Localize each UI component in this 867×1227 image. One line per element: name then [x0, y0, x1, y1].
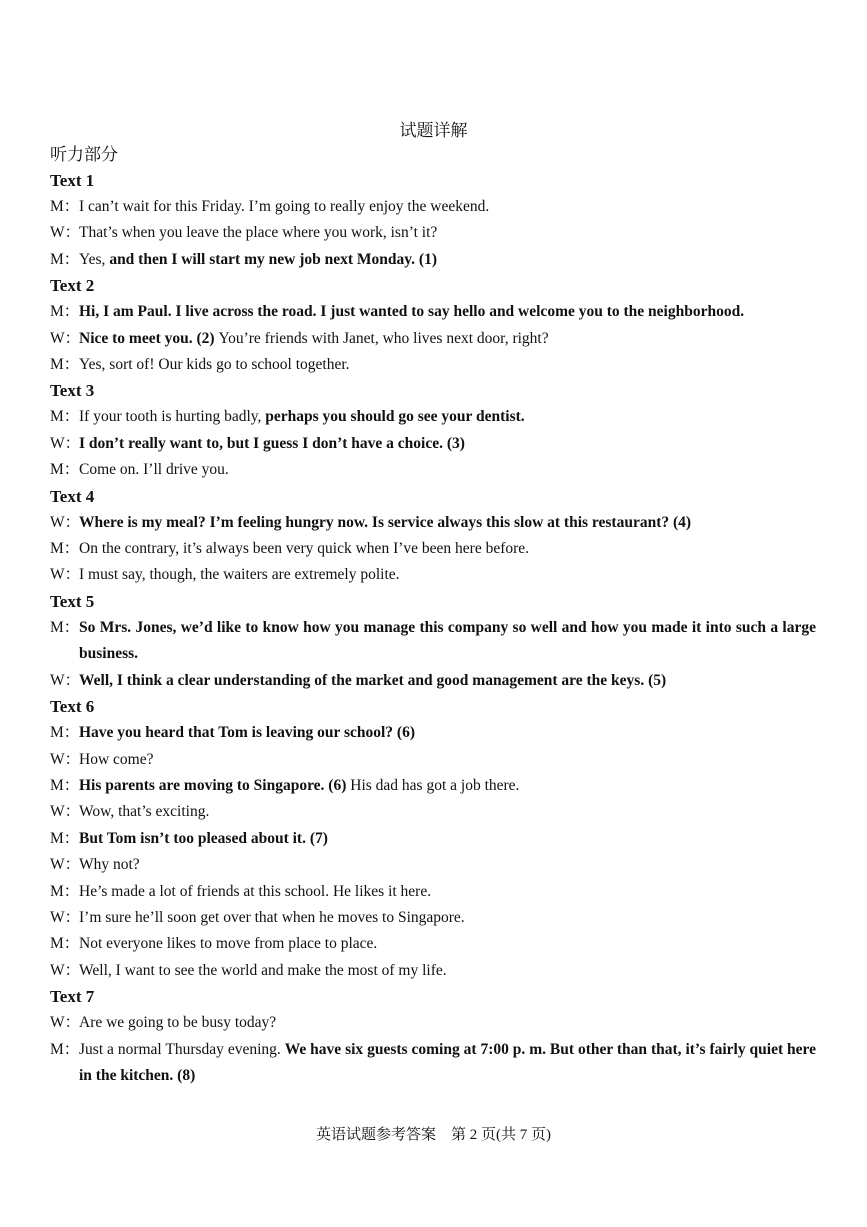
utterance	[79, 352, 816, 378]
dialogue-line	[50, 457, 816, 483]
speaker-label: W：	[50, 856, 81, 874]
utterance-text: Come on. I’ll drive you.	[79, 461, 229, 479]
speaker-label: M：	[50, 1040, 80, 1058]
utterance	[79, 747, 816, 773]
utterance	[79, 799, 816, 825]
utterance-text: He’s made a lot of friends at this school. He likes it here.	[79, 882, 432, 900]
speaker-label: M：	[50, 776, 80, 794]
utterance-text: His dad has got a job there.	[350, 776, 520, 794]
dialogue-line	[50, 773, 816, 799]
answer-key-text: Nice to meet you. (2)	[79, 329, 219, 347]
utterance-text: Well, I want to see the world and make the most of my life.	[79, 961, 447, 979]
utterance	[79, 720, 816, 746]
utterance	[79, 562, 816, 588]
answer-key-text: Hi, I am Paul. I live across the road. I just wanted to say hello and welcome you to the neighborhood.	[79, 303, 745, 321]
text-block	[50, 589, 816, 694]
answer-key-text: But Tom isn’t too pleased about it. (7)	[79, 829, 328, 847]
dialogue-line	[50, 326, 816, 352]
text-block	[50, 984, 816, 1089]
text-block	[50, 168, 816, 273]
text-block	[50, 484, 816, 589]
speaker-label: M：	[50, 935, 80, 953]
text-block	[50, 694, 816, 984]
speaker-label: W：	[50, 908, 81, 926]
utterance-text: Just a normal Thursday evening.	[79, 1040, 285, 1058]
utterance-text: I must say, though, the waiters are extremely polite.	[79, 566, 400, 584]
speaker-label: M：	[50, 829, 80, 847]
speaker-label: M：	[50, 618, 80, 636]
text-heading: Text 4	[50, 486, 95, 506]
text-heading: Text 6	[50, 697, 95, 717]
answer-key-text: I don’t really want to, but I guess I don’t have a choice. (3)	[79, 434, 465, 452]
speaker-label: W：	[50, 750, 81, 768]
dialogue-line	[50, 562, 816, 588]
speaker-label: W：	[50, 434, 81, 452]
utterance	[79, 852, 816, 878]
section-heading: 听力部分	[50, 145, 118, 164]
utterance-text: Not everyone likes to move from place to place.	[79, 935, 378, 953]
speaker-label: M：	[50, 303, 80, 321]
utterance	[79, 404, 816, 430]
speaker-label: M：	[50, 198, 80, 215]
page-title: 试题详解	[399, 121, 468, 140]
utterance	[79, 457, 816, 483]
speaker-label: M：	[50, 540, 80, 558]
answer-key-text: So Mrs. Jones, we’d like to know how you manage this company so well and how you made it into such a large business.	[79, 618, 816, 663]
utterance	[79, 1010, 816, 1036]
utterance-text: That’s when you leave the place where you work, isn’t it?	[79, 224, 438, 242]
utterance	[79, 931, 816, 957]
utterance	[79, 773, 816, 799]
speaker-label: W：	[50, 224, 81, 242]
utterance	[79, 879, 816, 905]
speaker-label: W：	[50, 513, 81, 531]
dialogue-line	[50, 668, 816, 694]
speaker-label: W：	[50, 961, 81, 979]
dialogue-line	[50, 931, 816, 957]
dialogue-line	[50, 799, 816, 825]
dialogue-line	[50, 720, 816, 746]
speaker-label: W：	[50, 1014, 81, 1032]
dialogue-line	[50, 747, 816, 773]
utterance	[79, 510, 816, 536]
text-block	[50, 378, 816, 483]
utterance-text: I’m sure he’ll soon get over that when he moves to Singapore.	[79, 908, 465, 926]
page-footer: 英语试题参考答案 第 2 页(共 7 页)	[316, 1127, 551, 1143]
speaker-label: M：	[50, 408, 80, 426]
answer-key-text: We have six guests coming at 7:00 p. m. But other than that, it’s fairly quiet here in the kitchen. (8)	[79, 1040, 817, 1084]
text-block	[50, 273, 816, 378]
transcript-content	[50, 142, 816, 1089]
utterance	[79, 668, 816, 694]
utterance-text: On the contrary, it’s always been very quick when I’ve been here before.	[79, 540, 530, 558]
dialogue-line	[50, 615, 816, 668]
answer-key-text: Have you heard that Tom is leaving our school? (6)	[79, 724, 416, 742]
utterance	[79, 958, 816, 984]
answer-key-text: His parents are moving to Singapore. (6)	[79, 776, 351, 794]
utterance	[79, 299, 816, 325]
answer-key-text: Where is my meal? I’m feeling hungry now. Is service always this slow at this restaurant? (4)	[79, 513, 692, 531]
dialogue-line	[50, 1037, 816, 1090]
utterance	[79, 431, 816, 457]
dialogue-line	[50, 1010, 816, 1036]
speaker-label: W：	[50, 566, 81, 584]
utterance-text: You’re friends with Janet, who lives next door, right?	[218, 329, 549, 347]
speaker-label: M：	[50, 724, 80, 742]
speaker-label: W：	[50, 671, 81, 689]
answer-key-text: and then I will start my new job next Monday. (1)	[109, 250, 437, 268]
utterance	[79, 326, 816, 352]
utterance	[79, 220, 816, 246]
utterance-text: Yes,	[79, 250, 110, 268]
dialogue-line	[50, 299, 816, 325]
speaker-label: M：	[50, 882, 80, 900]
dialogue-line	[50, 879, 816, 905]
answer-key-text: Well, I think a clear understanding of the market and good management are the keys. (5)	[79, 671, 667, 689]
dialogue-line	[50, 536, 816, 562]
dialogue-line	[50, 404, 816, 430]
speaker-label: M：	[50, 250, 80, 268]
speaker-label: W：	[50, 329, 81, 347]
utterance-text: Are we going to be busy today?	[79, 1014, 277, 1032]
utterance	[79, 536, 816, 562]
dialogue-line	[50, 431, 816, 457]
utterance-text: Why not?	[79, 856, 140, 874]
transcript-texts	[50, 168, 816, 1089]
text-heading: Text 2	[50, 276, 95, 296]
dialogue-line	[50, 510, 816, 536]
text-heading: Text 7	[50, 987, 95, 1007]
utterance-text: How come?	[79, 750, 154, 768]
speaker-label: M：	[50, 461, 80, 479]
dialogue-line	[50, 247, 816, 273]
text-heading: Text 5	[50, 591, 95, 611]
utterance-text: I can’t wait for this Friday. I’m going to really enjoy the weekend.	[79, 198, 490, 215]
utterance-text: If your tooth is hurting badly,	[79, 408, 266, 426]
utterance	[79, 247, 816, 273]
utterance	[79, 615, 816, 668]
dialogue-line	[50, 220, 816, 246]
dialogue-line	[50, 194, 816, 220]
utterance-text: Yes, sort of! Our kids go to school together.	[79, 356, 350, 374]
speaker-label: M：	[50, 356, 80, 374]
utterance	[79, 826, 816, 852]
dialogue-line	[50, 905, 816, 931]
dialogue-line	[50, 852, 816, 878]
dialogue-line	[50, 352, 816, 378]
utterance	[79, 1037, 816, 1090]
dialogue-line	[50, 826, 816, 852]
utterance	[79, 194, 816, 220]
dialogue-line	[50, 958, 816, 984]
speaker-label: W：	[50, 803, 81, 821]
text-heading: Text 1	[50, 171, 95, 190]
text-heading: Text 3	[50, 381, 95, 401]
utterance	[79, 905, 816, 931]
utterance-text: Wow, that’s exciting.	[79, 803, 210, 821]
answer-key-text: perhaps you should go see your dentist.	[265, 408, 525, 426]
